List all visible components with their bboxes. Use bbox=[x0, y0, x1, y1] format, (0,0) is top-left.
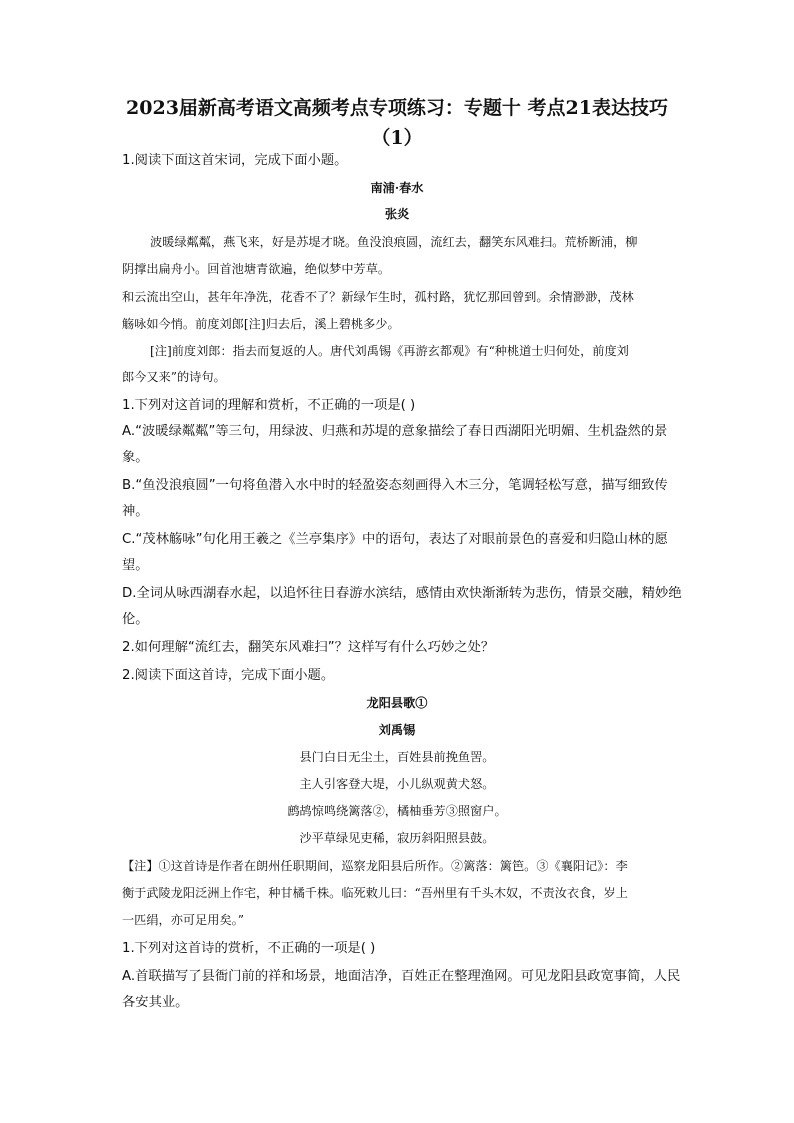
q1-poem-author: 张炎 bbox=[384, 207, 410, 221]
q1-option-c-cont: 望。 bbox=[122, 558, 149, 573]
q1-option-b-cont: 神。 bbox=[122, 504, 149, 519]
q2-poem-author: 刘禹锡 bbox=[378, 723, 416, 737]
q1-option-d: D.全词从咏西湖春水起，以追怀往日春游水滨结，感情由欢快渐渐转为悲伤，情景交融，精妙绝 bbox=[122, 586, 682, 601]
q2-intro: 2.阅读下面这首诗，完成下面小题。 bbox=[122, 668, 335, 683]
q2-sub1-question: 1.下列对这首诗的赏析，不正确的一项是( ) bbox=[122, 941, 376, 956]
q2-note: 衡于武陵龙阳泛洲上作宅，种甘橘千株。临死敕儿曰：“吾州里有千头木奴，不责汝衣食，岁上 bbox=[122, 886, 628, 900]
q1-option-d-cont: 伦。 bbox=[122, 612, 149, 627]
q2-option-a: A.首联描写了县衙门前的祥和场景，地面洁净，百姓正在整理渔网。可见龙阳县政宽事简，人民 bbox=[122, 969, 681, 984]
q2-poem-title: 龙阳县歌① bbox=[366, 696, 428, 710]
q1-option-c: C.“茂林觞咏”句化用王羲之《兰亭集序》中的语句，表达了对眼前景色的喜爱和归隐山林的愿 bbox=[122, 532, 668, 547]
document-title: 2023届新高考语文高频考点专项练习：专题十 考点21表达技巧 bbox=[126, 97, 668, 119]
q1-poem-line: 阴撑出扁舟小。回首池塘青欲遍，绝似梦中芳草。 bbox=[122, 262, 391, 276]
q1-note: [注]前度刘郎：指去而复返的人。唐代刘禹锡《再游玄都观》有“种桃道士归何处，前度刘 bbox=[150, 344, 629, 358]
q2-poem-line: 鹧鸪惊鸣绕篱落②，橘柚垂芳③照窗户。 bbox=[287, 804, 507, 818]
q1-option-a-cont: 象。 bbox=[122, 450, 149, 465]
q1-sub1-question: 1.下列对这首词的理解和赏析，不正确的一项是( ) bbox=[122, 398, 416, 413]
q1-poem-title: 南浦·春水 bbox=[370, 181, 424, 195]
q2-option-a-cont: 各安其业。 bbox=[122, 995, 189, 1010]
q2-note: 一匹绢，亦可足用矣。” bbox=[122, 913, 245, 927]
q1-option-b: B.“鱼没浪痕圆”一句将鱼潜入水中时的轻盈姿态刻画得入木三分，笔调轻松写意，描写细致传 bbox=[122, 478, 668, 493]
q1-sub2-question: 2.如何理解“流红去，翻笑东风难扫”？这样写有什么巧妙之处？ bbox=[122, 640, 495, 655]
q2-note: 【注】①这首诗是作者在朗州任职期间，巡察龙阳县后所作。②篱落：篱笆。③《襄阳记》：李 bbox=[122, 859, 628, 873]
q1-poem-line: 和云流出空山，甚年年净洗，花香不了？新绿乍生时，孤村路，犹忆那回曾到。余情渺渺，茂林 bbox=[122, 290, 634, 304]
q1-poem-line: 波暖绿粼粼，燕飞来，好是苏堤才晓。鱼没浪痕圆，流红去，翻笑东风难扫。荒桥断浦，柳 bbox=[150, 235, 638, 249]
q1-note: 郎今又来”的诗句。 bbox=[122, 370, 226, 384]
q2-poem-line: 县门白日无尘土，百姓县前挽鱼罟。 bbox=[299, 750, 495, 764]
document-title-suffix: （1） bbox=[371, 127, 423, 149]
q1-poem-line: 觞咏如今悄。前度刘郎[注]归去后，溪上碧桃多少。 bbox=[122, 317, 400, 331]
q1-option-a: A.“波暖绿粼粼”等三句，用绿波、归燕和苏堤的意象描绘了春日西湖阳光明媚、生机盎然的景 bbox=[122, 424, 668, 439]
q1-intro: 1.阅读下面这首宋词，完成下面小题。 bbox=[122, 153, 348, 168]
q2-poem-line: 主人引客登大堤，小儿纵观黄犬怒。 bbox=[299, 777, 495, 791]
q2-poem-line: 沙平草绿见吏稀，寂历斜阳照县鼓。 bbox=[299, 831, 495, 845]
